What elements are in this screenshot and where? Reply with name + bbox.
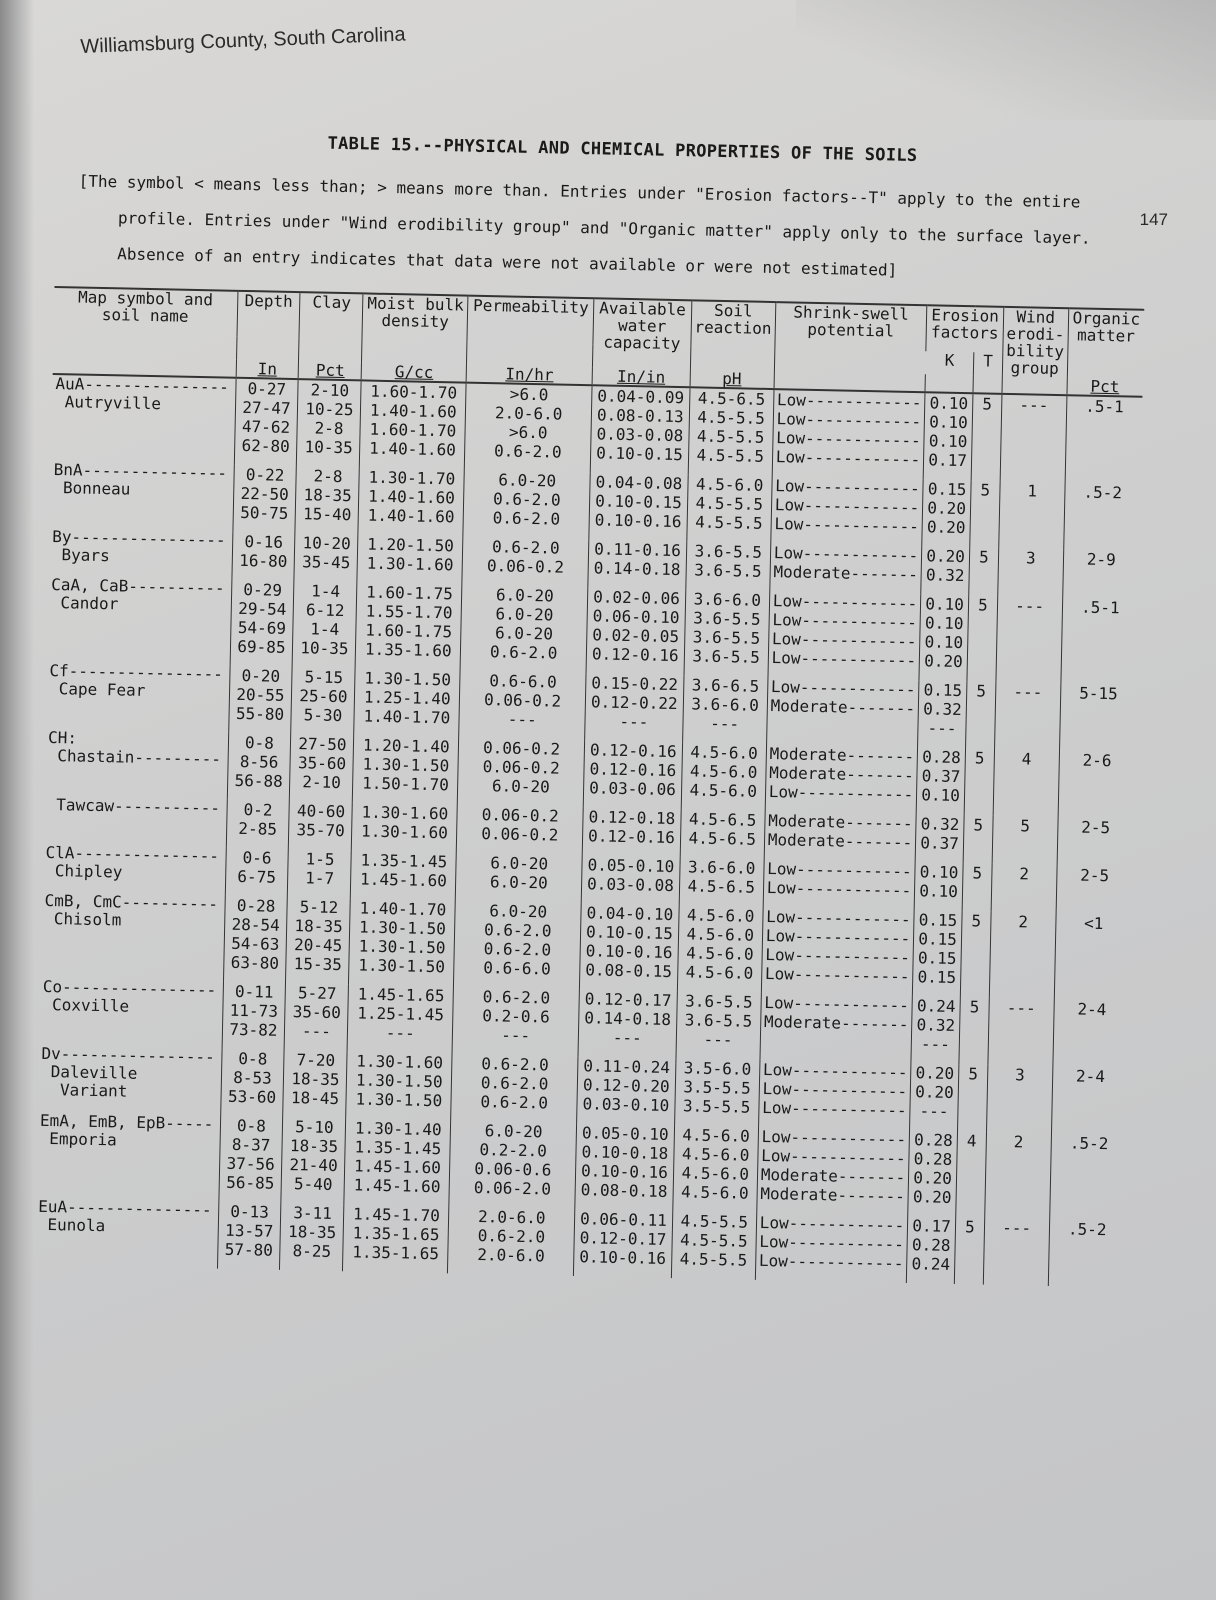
organic-matter-cell: 2-9: [1062, 549, 1139, 599]
t-factor-cell: 5: [970, 480, 1000, 548]
unit-clay: Pct: [299, 361, 362, 380]
page-number: 147: [1139, 210, 1168, 229]
k-factor-cell: 0.24 0.32 ---: [911, 996, 960, 1064]
bulk-density-cell: 1.60-1.75 1.55-1.70 1.60-1.75 1.35-1.60: [356, 582, 463, 670]
awc-cell: 0.15-0.22 0.12-0.22 ---: [585, 673, 684, 742]
reaction-cell: 3.6-6.0 4.5-6.5: [679, 857, 764, 907]
shrink-swell-cell: Low------------ Moderate-------: [766, 677, 919, 747]
header-wind: Wind erodi-bility group: [1002, 307, 1068, 377]
header-organic: Organic matter: [1067, 308, 1144, 379]
shrink-swell-cell: Moderate------- Moderate-------: [764, 811, 916, 862]
table-body: [34, 374, 1142, 1288]
permeability-cell: 6.0-20 6.0-20: [456, 853, 583, 904]
k-factor-cell: 0.28 0.28 0.20 0.20: [908, 1130, 958, 1217]
awc-cell: 0.12-0.18 0.12-0.16: [582, 807, 681, 857]
organic-matter-cell: <1: [1054, 913, 1132, 1001]
header-erosion: Erosion factors: [926, 305, 1004, 353]
k-factor-cell: 0.10 0.10 0.10 0.20: [919, 594, 969, 681]
bulk-density-cell: 1.45-1.70 1.35-1.65 1.35-1.65: [343, 1204, 449, 1273]
reaction-cell: 4.5-6.0 4.5-5.5 4.5-5.5: [686, 474, 771, 543]
clay-cell: 7-20 18-35 18-45: [283, 1050, 347, 1118]
permeability-cell: 0.06-0.2 0.06-0.2: [457, 805, 584, 856]
clay-cell: 27-50 35-60 2-10: [290, 734, 354, 802]
wind-group-cell: 1: [999, 481, 1065, 549]
permeability-cell: 0.6-2.0 0.06-0.2: [462, 537, 589, 588]
note-line: [The symbol < means less than; > means more than. Entries under "Erosion factors--T" apply to the entire: [78, 171, 1081, 212]
awc-cell: 0.11-0.16 0.14-0.18: [588, 539, 687, 589]
wind-group-cell: ---: [983, 1218, 1049, 1286]
note-line: Absence of an entry indicates that data were not available or were not estimated]: [117, 244, 898, 280]
depth-cell: 0-6 6-75: [225, 848, 289, 897]
t-factor-cell: 5: [959, 997, 989, 1065]
depth-cell: 0-11 11-73 73-82: [222, 982, 286, 1050]
page-binding-shadow: [0, 0, 34, 1600]
bulk-density-cell: 1.30-1.50 1.25-1.40 1.40-1.70: [354, 668, 460, 737]
unit-awc: In/in: [592, 367, 690, 387]
permeability-cell: 6.0-20 0.6-2.0 0.6-2.0: [463, 470, 590, 540]
clay-cell: 5-15 25-60 5-30: [291, 667, 355, 735]
table-title: TABLE 15.--PHYSICAL AND CHEMICAL PROPERTIES OF THE SOILS: [327, 133, 918, 167]
t-factor-cell: 5: [966, 681, 996, 749]
permeability-cell: 0.6-6.0 0.06-0.2 ---: [459, 671, 586, 741]
properties-table: [34, 286, 1144, 1288]
unit-blank: [973, 375, 1002, 394]
reaction-cell: 3.6-5.5 3.6-5.5 ---: [676, 991, 761, 1060]
permeability-cell: 6.0-20 0.6-2.0 0.6-2.0 0.6-6.0: [454, 900, 582, 989]
t-factor-cell: 4: [956, 1131, 987, 1218]
k-factor-cell: 0.20 0.32: [921, 546, 970, 595]
clay-cell: 3-11 18-35 8-25: [280, 1203, 344, 1271]
unit-organic: Pct: [1067, 377, 1143, 397]
k-factor-cell: 0.32 0.37: [915, 814, 964, 863]
header-awc: Available water capacity: [593, 298, 692, 369]
depth-cell: 0-22 22-50 50-75: [232, 465, 296, 533]
bulk-density-cell: 1.45-1.65 1.25-1.45 ---: [347, 984, 453, 1053]
t-factor-cell: 5: [962, 863, 992, 912]
clay-cell: 2-10 10-25 2-8 10-35: [297, 379, 362, 467]
reaction-cell: 4.5-6.5 4.5-6.5: [680, 809, 765, 859]
t-factor-cell: 5: [967, 595, 998, 682]
t-factor-cell: 5: [964, 748, 994, 816]
k-factor-cell: 0.20 0.20 ---: [910, 1063, 959, 1131]
t-factor-cell: 5: [954, 1217, 984, 1285]
soil-name-cell: Dv---------------- Daleville Variant: [40, 1043, 216, 1101]
organic-matter-cell: 2-4: [1053, 999, 1130, 1068]
bulk-density-cell: 1.35-1.45 1.45-1.60: [351, 850, 457, 900]
wind-group-cell: 2: [985, 1132, 1052, 1219]
unit-permeability: In/hr: [466, 365, 592, 386]
awc-cell: 0.12-0.17 0.14-0.18 ---: [578, 989, 677, 1058]
awc-cell: 0.11-0.24 0.12-0.20 0.03-0.10: [577, 1056, 676, 1125]
depth-cell: 0-29 29-54 54-69 69-85: [230, 580, 295, 667]
depth-cell: 0-8 8-53 53-60: [220, 1049, 284, 1117]
k-factor-cell: 0.17 0.28 0.24: [907, 1216, 956, 1284]
soil-name-cell: By---------------- Byars: [51, 526, 226, 566]
permeability-cell: 0.6-2.0 0.2-0.6 ---: [452, 986, 579, 1056]
awc-cell: 0.05-0.10 0.03-0.08: [581, 855, 680, 905]
organic-matter-cell: 2-5: [1056, 865, 1133, 915]
soil-name-cell: CaA, CaB---------- Candor: [50, 574, 225, 614]
clay-cell: 5-27 35-60 ---: [285, 983, 349, 1051]
shrink-swell-cell: Low------------ Moderate-------: [770, 543, 922, 594]
header-map-symbol: Map symbol and soil name: [53, 287, 237, 360]
organic-matter-cell: .5-2: [1049, 1133, 1127, 1221]
unit-bulk-density: G/cc: [362, 362, 467, 382]
soil-name-cell: BnA--------------- Bonneau: [53, 459, 228, 499]
k-factor-cell: 0.10 0.10 0.10 0.17: [923, 392, 973, 480]
bulk-density-cell: 1.30-1.60 1.30-1.50 1.30-1.50: [346, 1051, 452, 1120]
k-factor-cell: 0.15 0.32 ---: [918, 680, 967, 748]
shrink-swell-cell: Low------------ Low------------ Low------------: [755, 1213, 908, 1283]
note-line: profile. Entries under "Wind erodibility group" and "Organic matter" apply only to the surface layer.: [117, 208, 1091, 248]
t-factor-cell: 5: [971, 393, 1002, 481]
bulk-density-cell: 1.30-1.60 1.30-1.60: [352, 802, 458, 852]
soil-name-cell: EuA--------------- Eunola: [37, 1196, 212, 1236]
soil-name-cell: ClA--------------- Chipley: [45, 842, 220, 882]
wind-group-cell: 2: [991, 864, 1057, 913]
reaction-cell: 4.5-6.5 4.5-5.5 4.5-5.5 4.5-5.5: [688, 387, 774, 476]
organic-matter-cell: .5-2: [1048, 1219, 1125, 1288]
organic-matter-cell: .5-2: [1063, 482, 1140, 551]
table-sheet: [34, 120, 1188, 1288]
clay-cell: 40-60 35-70: [289, 801, 353, 850]
organic-matter-cell: 2-5: [1057, 817, 1134, 867]
soil-name-cell: Co---------------- Coxville: [42, 976, 217, 1016]
wind-group-cell: ---: [988, 998, 1054, 1066]
page-corner-shadow: [796, 0, 1216, 120]
shrink-swell-cell: Low------------ Low------------ Low------------: [758, 1060, 911, 1130]
k-factor-cell: 0.28 0.37 0.10: [916, 747, 965, 815]
wind-group-cell: 5: [992, 816, 1058, 865]
bulk-density-cell: 1.30-1.40 1.35-1.45 1.45-1.60 1.45-1.60: [344, 1118, 451, 1206]
header-reaction: Soil reaction: [690, 300, 775, 371]
depth-cell: 0-16 16-80: [231, 532, 295, 581]
reaction-cell: 4.5-6.0 4.5-6.0 4.5-6.0: [681, 742, 766, 811]
awc-cell: 0.04-0.08 0.10-0.15 0.10-0.16: [589, 472, 688, 541]
permeability-cell: 2.0-6.0 0.6-2.0 2.0-6.0: [448, 1206, 575, 1276]
shrink-swell-cell: Low------------ Low------------ Moderate------- Moderate-------: [757, 1127, 910, 1216]
wind-group-cell: ---: [1000, 394, 1067, 482]
awc-cell: 0.06-0.11 0.12-0.17 0.10-0.16: [574, 1209, 673, 1278]
clay-cell: 2-8 18-35 15-40: [295, 466, 359, 534]
table-note: [77, 154, 1187, 303]
reaction-cell: 4.5-6.0 4.5-6.0 4.5-6.0 4.5-6.0: [677, 905, 763, 993]
shrink-swell-cell: Low------------ Low------------: [763, 859, 915, 910]
depth-cell: 0-8 8-56 56-88: [227, 733, 291, 801]
depth-cell: 0-20 20-55 55-80: [228, 666, 292, 734]
permeability-cell: 6.0-20 0.2-2.0 0.06-0.6 0.06-2.0: [449, 1120, 577, 1209]
shrink-swell-cell: Low------------ Moderate-------: [760, 993, 913, 1063]
clay-cell: 5-10 18-35 21-40 5-40: [281, 1117, 346, 1204]
t-factor-cell: 5: [969, 547, 999, 596]
permeability-cell: 0.06-0.2 0.06-0.2 6.0-20: [458, 738, 585, 808]
bulk-density-cell: 1.40-1.70 1.30-1.50 1.30-1.50 1.30-1.50: [349, 898, 456, 986]
soil-name-cell: AuA--------------- Autryville: [54, 374, 230, 414]
k-factor-cell: 0.15 0.20 0.20: [922, 479, 971, 547]
depth-cell: 0-28 28-54 54-63 63-80: [223, 896, 288, 983]
shrink-swell-cell: Low------------ Low------------ Low------------ Low------------: [768, 591, 921, 680]
clay-cell: 5-12 18-35 20-45 15-35: [286, 897, 351, 984]
depth-cell: 0-13 13-57 57-80: [217, 1202, 281, 1270]
depth-cell: 0-27 27-47 47-62 62-80: [234, 378, 299, 466]
wind-group-cell: 4: [993, 749, 1059, 817]
awc-cell: 0.05-0.10 0.10-0.18 0.10-0.16 0.08-0.18: [575, 1123, 674, 1211]
bulk-density-cell: 1.30-1.70 1.40-1.60 1.40-1.60: [358, 467, 464, 536]
clay-cell: 1-4 6-12 1-4 10-35: [293, 581, 358, 668]
organic-matter-cell: 2-4: [1051, 1066, 1128, 1135]
t-factor-cell: 5: [963, 815, 993, 864]
bulk-density-cell: 1.60-1.70 1.40-1.60 1.60-1.70 1.40-1.60: [360, 380, 467, 469]
unit-blank: [925, 374, 973, 393]
permeability-cell: 6.0-20 6.0-20 6.0-20 0.6-2.0: [460, 585, 588, 674]
awc-cell: 0.02-0.06 0.06-0.10 0.02-0.05 0.12-0.16: [586, 587, 685, 675]
organic-matter-cell: 2-6: [1058, 750, 1135, 819]
header-shrink-swell: Shrink-swell potential: [774, 302, 927, 374]
clay-cell: 10-20 35-45: [294, 533, 358, 582]
wind-group-cell: 2: [989, 912, 1056, 999]
wind-group-cell: ---: [994, 682, 1060, 750]
soil-name-cell: CmB, CmC---------- Chisolm: [44, 890, 219, 930]
wind-group-cell: 3: [986, 1065, 1052, 1133]
reaction-cell: 3.6-5.5 3.6-5.5: [685, 541, 770, 591]
soil-name-cell: Cf---------------- Cape Fear: [48, 660, 224, 700]
wind-group-cell: ---: [996, 596, 1063, 683]
shrink-swell-cell: Low------------ Low------------ Low------------ Low------------: [772, 389, 925, 479]
shrink-swell-cell: Low------------ Low------------ Low------------ Low------------: [761, 907, 914, 996]
unit-depth: In: [236, 360, 299, 379]
permeability-cell: >6.0 2.0-6.0 >6.0 0.6-2.0: [465, 383, 593, 473]
shrink-swell-cell: Low------------ Low------------ Low------------: [771, 476, 924, 546]
running-head: Williamsburg County, South Carolina: [80, 23, 406, 58]
header-permeability: Permeability: [467, 296, 594, 368]
bulk-density-cell: 1.20-1.40 1.30-1.50 1.50-1.70: [353, 735, 459, 804]
permeability-cell: 0.6-2.0 0.6-2.0 0.6-2.0: [451, 1053, 578, 1123]
t-factor-cell: 5: [958, 1064, 988, 1132]
reaction-cell: 3.6-6.5 3.6-6.0 ---: [682, 675, 767, 744]
k-factor-cell: 0.15 0.15 0.15 0.15: [913, 910, 963, 997]
header-depth: Depth: [236, 291, 300, 361]
wind-group-cell: 3: [998, 548, 1064, 597]
header-clay: Clay: [299, 292, 363, 362]
k-factor-cell: 0.10 0.10: [914, 862, 963, 911]
t-factor-cell: 5: [960, 911, 991, 998]
soil-name-cell: CH: Chastain---------: [47, 727, 222, 769]
header-bulk-density: Moist bulk density: [362, 293, 468, 364]
header-t: T: [973, 353, 1002, 376]
reaction-cell: 3.6-6.0 3.6-5.5 3.6-5.5 3.6-5.5: [684, 589, 770, 677]
shrink-swell-cell: Moderate------- Moderate------- Low------------: [765, 744, 918, 814]
organic-matter-cell: 5-15: [1059, 683, 1136, 752]
clay-cell: 1-5 1-7: [288, 849, 352, 898]
depth-cell: 0-2 2-85: [226, 800, 290, 849]
organic-matter-cell: .5-1: [1065, 395, 1143, 484]
organic-matter-cell: .5-1: [1061, 597, 1139, 685]
header-k: K: [944, 351, 955, 371]
unit-reaction: pH: [690, 369, 774, 389]
soil-name-cell: Tawcaw-----------: [46, 794, 221, 818]
bulk-density-cell: 1.20-1.50 1.30-1.60: [357, 534, 463, 584]
reaction-cell: 4.5-6.0 4.5-6.0 4.5-6.0 4.5-6.0: [672, 1125, 758, 1213]
awc-cell: 0.04-0.09 0.08-0.13 0.03-0.08 0.10-0.15: [590, 385, 689, 474]
soil-name-cell: EmA, EmB, EpB----- Emporia: [39, 1110, 214, 1150]
awc-cell: 0.12-0.16 0.12-0.16 0.03-0.06: [583, 740, 682, 809]
awc-cell: 0.04-0.10 0.10-0.15 0.10-0.16 0.08-0.15: [580, 903, 679, 991]
reaction-cell: 4.5-5.5 4.5-5.5 4.5-5.5: [671, 1211, 756, 1280]
reaction-cell: 3.5-6.0 3.5-5.5 3.5-5.5: [674, 1058, 759, 1127]
depth-cell: 0-8 8-37 37-56 56-85: [218, 1116, 283, 1203]
unit-blank: [1002, 376, 1067, 395]
